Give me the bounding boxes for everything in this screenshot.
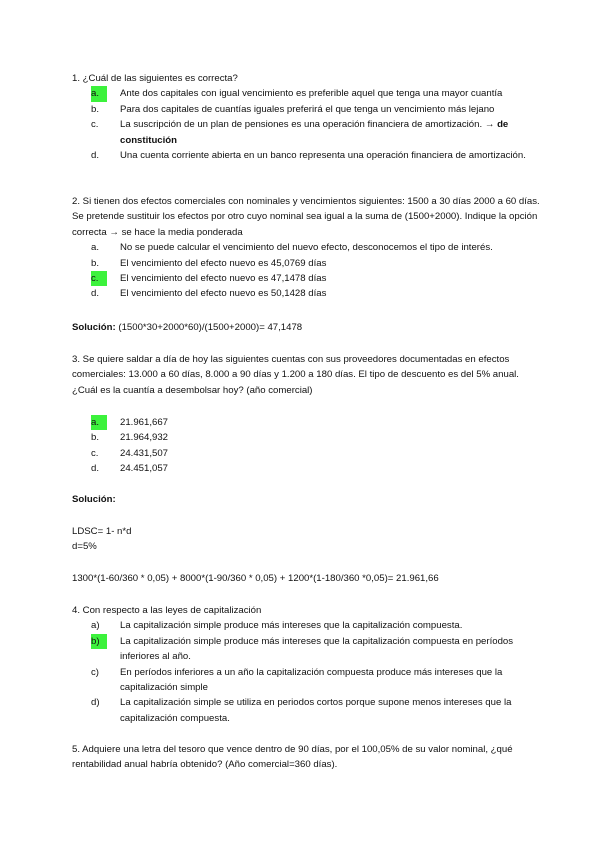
option-letter: b. [91,103,100,115]
option-letter: d. [91,463,100,475]
question-1-options [72,86,540,163]
option-text: La capitalización simple produce más intereses que la capitalización compuesta en períodos inferiores al año. [120,635,514,663]
solution-label: Solución: [72,494,116,505]
option-letter: d) [91,697,100,709]
question-2-options [72,240,540,302]
option-text: La capitalización simple produce más intereses que la capitalización compuesta. [120,620,463,632]
option-text: 24.451,057 [120,463,169,475]
formula-line-1: LDSC= 1- n*d [72,526,132,537]
option-text: Para dos capitales de cuantías iguales preferirá el que tenga un vencimiento más lejano [120,103,495,115]
formula-line-2: d=5% [72,541,97,553]
option-3c [72,446,540,461]
option-1d [72,148,540,163]
question-5-title: 5. Adquiere una letra del tesoro que vence dentro de 90 días, por el 100,05% de su valor nominal, ¿qué rentabilidad anual habría obtenido? (Año comercial=360 días). [72,744,513,771]
option-letter: a. [91,242,100,254]
question-2 [72,194,540,302]
option-letter: a. [91,86,107,101]
option-text: El vencimiento del efecto nuevo es 45,0769 días [120,257,327,269]
option-letter: c. [91,447,99,459]
option-letter: a. [91,415,107,430]
calculation [72,571,540,586]
option-letter: c) [91,666,99,678]
option-text: 21.961,667 [120,417,169,428]
question-3-options-block [72,415,540,477]
option-1a [72,86,540,101]
option-4a [72,618,540,633]
option-3d [72,461,540,476]
option-text-wrap [115,117,540,148]
option-text: El vencimiento del efecto nuevo es 47,1478 días [120,273,327,285]
option-letter: b. [91,257,100,269]
question-3-options [72,415,540,477]
question-1 [72,71,540,163]
calculation-text: 1300*(1-60/360 * 0,05) + 8000*(1-90/360 * 0,05) + 1200*(1-180/360 *0,05)= 21.961,66 [72,573,439,584]
option-1b [72,102,540,117]
option-2a [72,240,540,255]
solution-text: (1500*30+2000*60)/(1500+2000)= 47,1478 [115,322,303,333]
option-3a [72,415,540,430]
option-letter: d. [91,288,100,300]
option-2b [72,256,540,271]
option-letter: c. [91,119,99,131]
option-letter: b) [91,634,107,649]
option-text: El vencimiento del efecto nuevo es 50,1428 días [120,288,327,300]
option-4d [72,695,540,726]
option-text: La capitalización simple se utiliza en periodos cortos porque supone menos intereses que la capitalización compuesta. [120,697,512,724]
option-4b [72,634,540,665]
correction-note: → de constitución [120,119,509,146]
question-2-title: 2. Si tienen dos efectos comerciales con nominales y vencimientos siguientes: 1500 a 30 días 2000 a 60 días. Se pretende sustituir los efectos por otro cuyo nominal sea igual a la suma de (1500+2000). Indique la opción correcta → se hace la media ponderada [72,196,540,238]
option-text: Una cuenta corriente abierta en un banco representa una operación financiera de amortización. [120,150,526,162]
option-text: 21.964,932 [120,432,169,444]
question-4 [72,603,540,726]
option-4c [72,665,540,696]
question-5 [72,742,540,773]
option-text: La suscripción de un plan de pensiones es una operación financiera de amortización. [120,119,483,131]
option-letter: d. [91,150,100,162]
option-text: No se puede calcular el vencimiento del nuevo efecto, desconocemos el tipo de interés. [120,242,493,254]
option-2c [72,271,540,286]
question-3 [72,352,540,398]
option-text: 24.431,507 [120,447,169,459]
option-1c [72,117,540,148]
solution-label: Solución: [72,322,116,333]
question-4-title: 4. Con respecto a las leyes de capitalización [72,605,262,616]
formula-ldsc [72,524,540,555]
option-text: Ante dos capitales con igual vencimiento es preferible aquel que tenga una mayor cuantía [120,88,503,100]
question-3-title: 3. Se quiere saldar a día de hoy las siguientes cuentas con sus proveedores documentadas en efectos comerciales: 13.000 a 60 días, 8.000 a 90 días y 1.200 a 180 días. El tipo de descuento es del 5% anual.¿Cuál es la cuantía a desembolsar hoy? (año comercial) [72,354,519,396]
option-2d [72,286,540,301]
question-2-solution [72,320,540,335]
question-4-options [72,618,540,726]
option-letter: b. [91,432,100,444]
question-1-title: 1. ¿Cuál de las siguientes es correcta? [72,73,238,84]
question-3-solution [72,492,540,507]
option-letter: a) [91,620,100,632]
option-3b [72,430,540,445]
option-text: En períodos inferiores a un año la capitalización compuesta produce más intereses que la capitalización simple [120,666,503,694]
option-letter: c. [91,271,107,286]
